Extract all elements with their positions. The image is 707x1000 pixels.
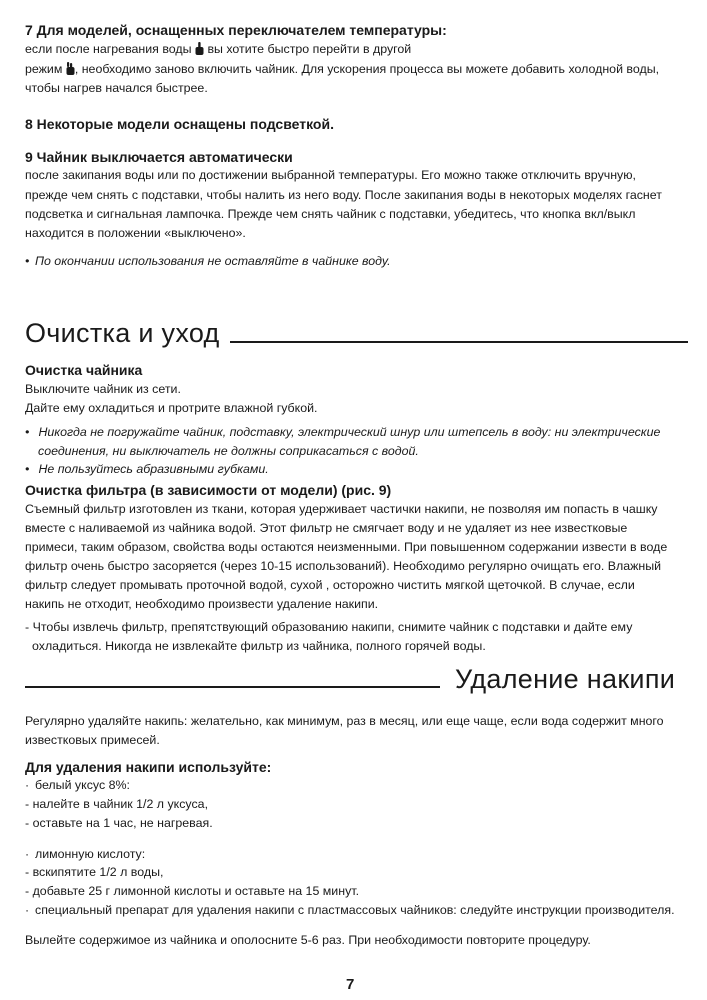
section-7-line-3: чтобы нагрев начался быстрее. bbox=[25, 81, 208, 95]
final-instruction: Вылейте содержимое из чайника и ополосните 5-6 раз. При необходимости повторите процедуру. bbox=[25, 933, 591, 947]
warning-text: Никогда не погружайте чайник, подставку, электрический шнур или штепсель в воду: ни электрические bbox=[38, 425, 661, 439]
hand-press-icon bbox=[195, 42, 204, 55]
citric-item bbox=[25, 845, 145, 865]
section-7-line-1 bbox=[25, 40, 411, 60]
descaling-intro: известковых примесей. bbox=[25, 733, 160, 747]
warning-immerse bbox=[25, 423, 660, 443]
text-fragment: вы хотите быстро перейти в другой bbox=[207, 42, 412, 56]
warning-abrasive bbox=[25, 460, 269, 480]
title-rule bbox=[230, 341, 688, 343]
usage-note bbox=[25, 252, 391, 272]
bullet: · bbox=[25, 778, 30, 792]
descaling-title: Удаление накипи bbox=[455, 664, 676, 694]
bullet: · bbox=[25, 847, 30, 861]
section-9-line: после закипания воды или по достижении выбранной температуры. Его можно также отключить вручную, bbox=[25, 168, 636, 182]
filter-line: вместе с наливаемой из чайника водой. Этот фильтр не смягчает воду и не удаляет из нее известковые bbox=[25, 521, 628, 535]
cleaning-title: Очистка и уход bbox=[25, 318, 220, 348]
section-9-heading: 9 Чайник выключается автоматически bbox=[25, 149, 293, 165]
filter-removal-line: - Чтобы извлечь фильтр, препятствующий образованию накипи, снимите чайник с подставки и дайте ему bbox=[25, 620, 633, 634]
bullet: • bbox=[25, 462, 30, 476]
filter-removal-line-cont: охладиться. Никогда не извлекайте фильтр из чайника, полного горячей воды. bbox=[32, 639, 486, 653]
vinegar-step: - налейте в чайник 1/2 л уксуса, bbox=[25, 797, 209, 811]
filter-line: фильтр очень быстро засоряется (через 10-15 использований). Необходимо регулярно очищать его. Влажный bbox=[25, 559, 662, 573]
vinegar-item bbox=[25, 776, 130, 796]
section-7-heading: 7 Для моделей, оснащенных переключателем температуры: bbox=[25, 22, 447, 38]
filter-line: Съемный фильтр изготовлен из ткани, которая удерживает частички накипи, не позволяя им попасть в чашку bbox=[25, 502, 658, 516]
bullet: • bbox=[25, 254, 30, 268]
bullet: • bbox=[25, 425, 30, 439]
section-9-line: прежде чем снять с подставки, чтобы налить из него воду. После закипания воды в некоторых моделях гаснет bbox=[25, 188, 662, 202]
filter-line: накипь не отходит, необходимо произвести удаление накипи. bbox=[25, 597, 379, 611]
kettle-cleaning-line: Дайте ему охладиться и протрите влажной губкой. bbox=[25, 401, 318, 415]
descaling-intro: Регулярно удаляйте накипь: желательно, как минимум, раз в месяц, или еще чаще, если вода содержит много bbox=[25, 714, 664, 728]
filter-cleaning-heading: Очистка фильтра (в зависимости от модели) (рис. 9) bbox=[25, 482, 392, 498]
hand-release-icon bbox=[66, 62, 75, 75]
bullet: · bbox=[25, 903, 30, 917]
title-rule bbox=[25, 686, 440, 688]
filter-line: примеси, таким образом, свойства воды остаются неизменными. При повышенном содержании извести в воде bbox=[25, 540, 668, 554]
section-8-heading: 8 Некоторые модели оснащены подсветкой. bbox=[25, 116, 334, 132]
section-9-line: находится в положении «выключено». bbox=[25, 226, 246, 240]
usage-note-text: По окончании использования не оставляйте в чайнике воду. bbox=[35, 254, 391, 268]
vinegar-step: - оставьте на 1 час, не нагревая. bbox=[25, 816, 213, 830]
text-fragment: режим bbox=[25, 62, 63, 76]
warning-immerse-cont: соединения, ни выключатель не должны соприкасаться с водой. bbox=[38, 444, 419, 458]
vinegar-text: белый уксус 8%: bbox=[35, 778, 130, 792]
citric-step: - вскипятите 1/2 л воды, bbox=[25, 865, 164, 879]
page-number: 7 bbox=[346, 976, 355, 993]
text-fragment: , необходимо заново включить чайник. Для ускорения процесса вы можете добавить холодной воды, bbox=[74, 62, 660, 76]
warning-text: Не пользуйтесь абразивными губками. bbox=[38, 462, 269, 476]
filter-line: фильтр следует промывать проточной водой, сухой , осторожно чистить мягкой щеточкой. В случае, если bbox=[25, 578, 635, 592]
section-7-line-2 bbox=[25, 60, 659, 80]
citric-text: лимонную кислоту: bbox=[35, 847, 146, 861]
special-product-item bbox=[25, 901, 675, 921]
text-fragment: если после нагревания воды bbox=[25, 42, 192, 56]
kettle-cleaning-heading: Очистка чайника bbox=[25, 362, 143, 378]
descaling-use-heading: Для удаления накипи используйте: bbox=[25, 759, 272, 775]
special-product-text: специальный препарат для удаления накипи с пластмассовых чайников: следуйте инструкции производителя. bbox=[35, 903, 675, 917]
citric-step: - добавьте 25 г лимонной кислоты и оставьте на 15 минут. bbox=[25, 884, 360, 898]
kettle-cleaning-line: Выключите чайник из сети. bbox=[25, 382, 181, 396]
section-9-line: подсветка и сигнальная лампочка. Прежде чем снять чайник с подставки, убедитесь, что кнопка вкл/выкл bbox=[25, 207, 636, 221]
